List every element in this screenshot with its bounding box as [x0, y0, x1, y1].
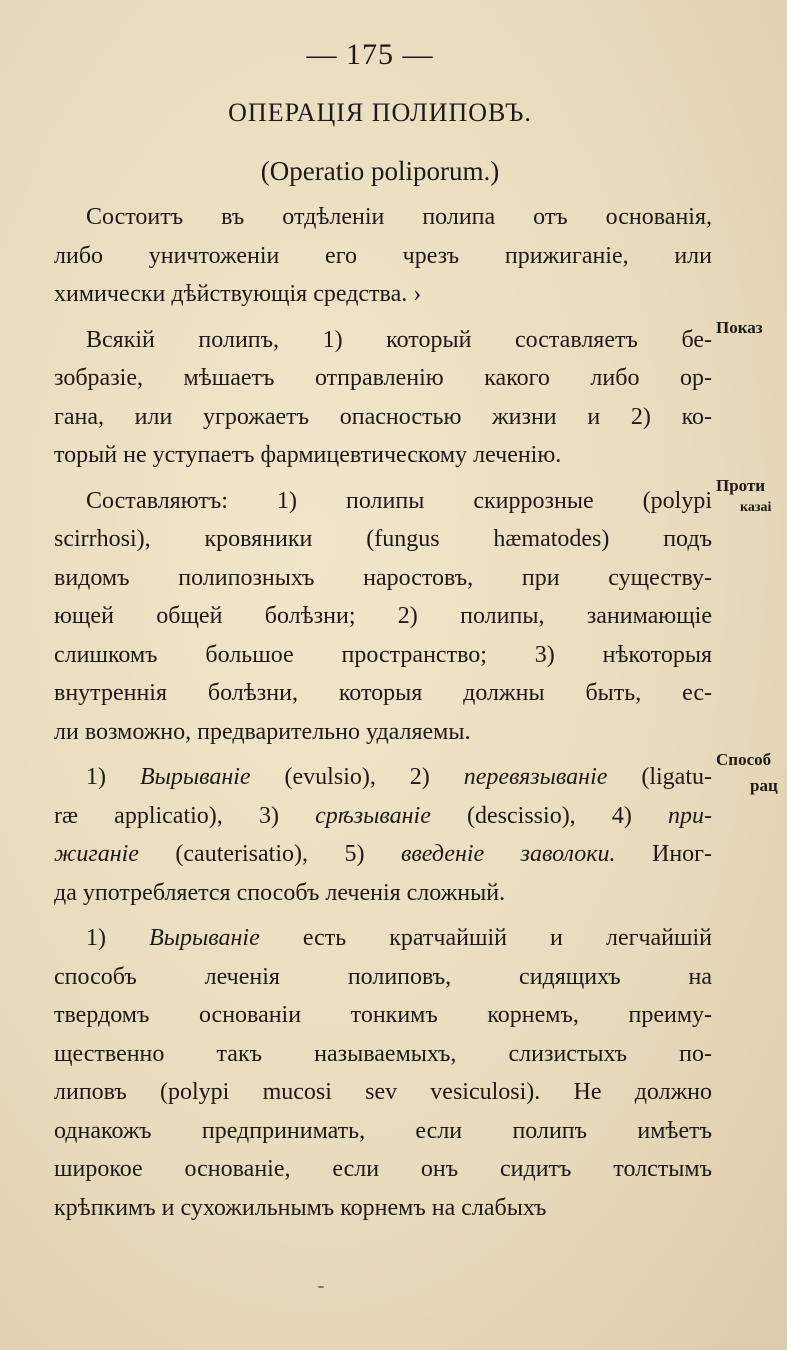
text-line [54, 1150, 712, 1189]
text-line [54, 359, 712, 398]
paragraph [54, 321, 712, 475]
text-segment: 1) [86, 764, 140, 790]
paragraph-gap [54, 314, 712, 321]
text-segment: да употребляется способъ леченія сложный. [54, 879, 506, 906]
text-segment: (descissio), 4) [430, 802, 668, 829]
text-segment: (evulsio), 2) [250, 764, 464, 790]
body-text [54, 198, 712, 1227]
text-segment: либо уничтоженіи его чрезъ прижиганіе, или [54, 242, 712, 269]
paragraph [54, 482, 712, 752]
text-line [54, 674, 712, 713]
text-segment: (ligatu- [607, 764, 712, 790]
margin-note: Показ [716, 318, 763, 337]
text-line [54, 713, 712, 752]
text-line [54, 1035, 712, 1074]
text-line [54, 559, 712, 598]
text-line [54, 321, 712, 360]
text-line [54, 636, 712, 675]
text-line [54, 520, 712, 559]
text-segment: слишкомъ большое пространство; 3) нѣкоторыя [54, 641, 712, 668]
text-segment: щественно такъ называемыхъ, слизистыхъ по- [54, 1040, 712, 1067]
text-segment: (cauterisatio), 5) [138, 841, 401, 867]
section-subtitle: (Operatio poliporum.) [260, 156, 500, 186]
text-line [54, 958, 712, 997]
text-segment: ræ applicatio), 3) [54, 802, 316, 829]
text-line [54, 398, 712, 437]
italic-term: перевязываніе [463, 764, 608, 790]
paragraph-gap [54, 475, 712, 482]
italic-term: жиганіе [54, 841, 139, 867]
text-line [54, 198, 712, 237]
text-segment: торый не уступаетъ фармицевтическому леченію. [54, 442, 562, 468]
text-segment: ющей общей болѣзни; 2) полипы, занимающіе [54, 603, 712, 629]
italic-term: введеніе заволоки. [400, 841, 616, 867]
text-line [54, 758, 712, 797]
text-segment: внутреннія болѣзни, которыя должны быть, ес- [54, 680, 712, 706]
text-segment: Иног- [615, 841, 713, 867]
text-segment: однакожъ предпринимать, если полипъ имѣетъ [54, 1117, 712, 1144]
text-segment: Всякій полипъ, 1) который составляетъ бе- [86, 326, 712, 353]
text-segment: крѣпкимъ и сухожильнымъ корнемъ на слабыхъ [54, 1194, 547, 1221]
margin-note: Способ [716, 750, 772, 769]
text-line [54, 1073, 712, 1112]
italic-term: Вырываніе [139, 764, 251, 790]
section-title: ОПЕРАЦІЯ ПОЛИПОВЪ. [228, 98, 532, 127]
text-segment: гана, или угрожаетъ опасностью жизни и 2) ко- [54, 403, 712, 430]
text-segment: широкое основаніе, если онъ сидитъ толстымъ [54, 1156, 712, 1182]
text-line [54, 797, 712, 836]
text-line [54, 1112, 712, 1151]
text-line [54, 1189, 712, 1228]
text-line [54, 436, 712, 475]
text-line [54, 919, 712, 958]
text-segment: 1) [86, 925, 150, 951]
paragraph [54, 198, 712, 314]
text-line [54, 237, 712, 276]
italic-term: Вырываніе [149, 925, 260, 951]
text-line [54, 874, 712, 913]
text-segment: способъ леченія полиповъ, сидящихъ на [54, 963, 712, 990]
text-line [54, 996, 712, 1035]
text-line [54, 482, 712, 521]
text-segment: Состоитъ въ отдѣленіи полипа отъ основанія, [86, 204, 712, 230]
text-segment: твердомъ основаніи тонкимъ корнемъ, преиму- [54, 1002, 712, 1028]
text-line [54, 275, 712, 314]
paragraph [54, 919, 712, 1227]
paragraph-gap [54, 912, 712, 919]
margin-note: рац [750, 776, 778, 795]
italic-term: при- [668, 802, 712, 829]
print-speck [318, 1286, 324, 1288]
text-segment: зобразіе, мѣшаетъ отправленію какого либо ор- [54, 365, 712, 391]
text-line [54, 835, 712, 874]
text-segment: ли возможно, предварительно удаляемы. [54, 718, 471, 745]
margin-note: казаі [740, 500, 772, 515]
page-number: — 175 — [306, 38, 434, 71]
text-segment: химически дѣйствующія средства. › [54, 281, 422, 307]
text-segment: Составляютъ: 1) полипы скиррозные (polypi [86, 487, 712, 514]
text-segment: липовъ (polypi mucosi sev vesiculosi). Не должно [54, 1079, 712, 1105]
text-segment: есть кратчайшій и легчайшій [259, 925, 712, 951]
margin-note: Проти [716, 476, 766, 495]
text-segment: scirrhosi), кровяники (fungus hæmatodes) подъ [54, 526, 712, 552]
italic-term: срѣзываніе [315, 802, 431, 829]
paragraph [54, 758, 712, 912]
text-line [54, 597, 712, 636]
text-segment: видомъ полипозныхъ наростовъ, при существу- [54, 564, 712, 591]
paragraph-gap [54, 751, 712, 758]
